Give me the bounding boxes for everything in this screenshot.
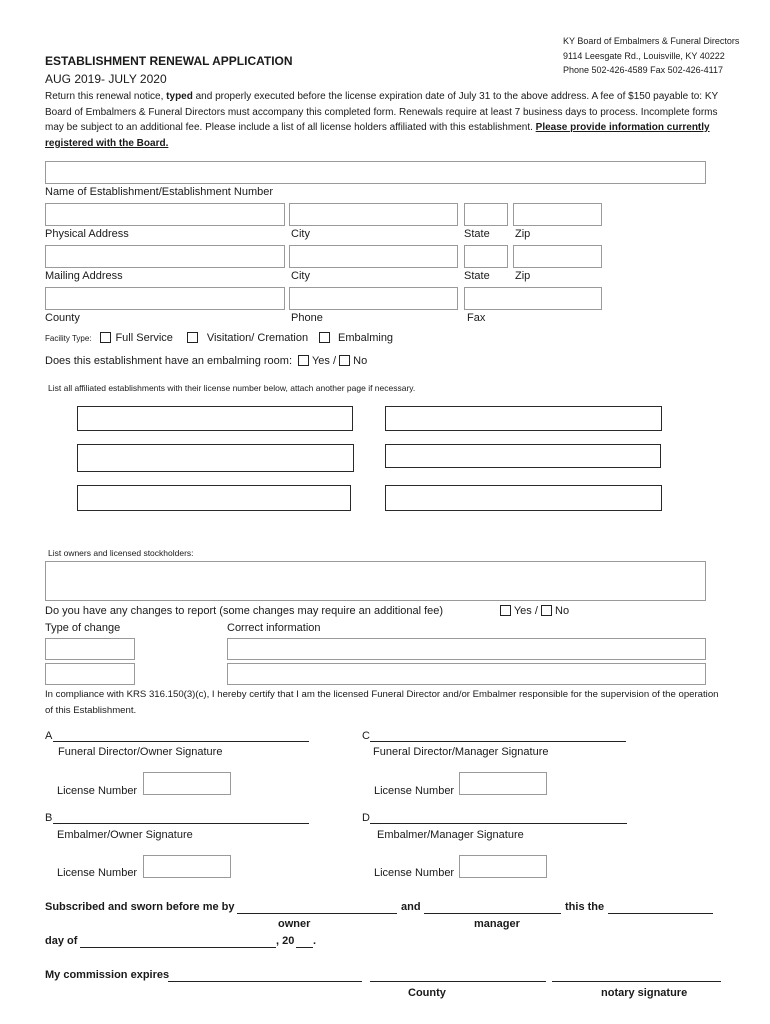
correct-information-input-2[interactable] (227, 663, 706, 685)
board-street: 9114 Leesgate Rd., Louisville, KY 40222 (563, 50, 725, 61)
subscribed-label: Subscribed and sworn before me by (45, 901, 235, 913)
changes-no-checkbox[interactable] (541, 605, 552, 616)
affiliated-instruction: List all affiliated establishments with their license number below, attach another page if necessary. (48, 383, 416, 393)
signature-a-line[interactable] (53, 741, 309, 742)
license-number-b-label: License Number (57, 867, 138, 879)
license-number-a-label: License Number (57, 785, 138, 797)
license-number-c-input[interactable] (459, 772, 547, 795)
type-of-change-input-1[interactable] (45, 638, 135, 660)
affiliated-establishment-input-5[interactable] (77, 485, 351, 511)
board-address-block (563, 34, 739, 78)
signature-a-label: Funeral Director/Owner Signature (58, 746, 223, 758)
full-service-label: Full Service (115, 332, 173, 344)
changes-no-label: No (555, 605, 570, 617)
county-label: County (45, 312, 80, 324)
physical-zip-input[interactable] (513, 203, 602, 226)
signature-c-letter: C (362, 730, 370, 742)
owners-stockholders-input[interactable] (45, 561, 706, 601)
embalming-room-yes-label: Yes / (311, 355, 336, 367)
fax-input[interactable] (464, 287, 602, 310)
year-prefix: , 20 (276, 935, 295, 947)
mailing-zip-input[interactable] (513, 245, 602, 268)
embalming-room-question: Does this establishment have an embalming room: (45, 355, 293, 367)
signature-b-letter: B (45, 812, 53, 824)
affiliated-establishment-input-2[interactable] (385, 406, 662, 431)
mailing-state-input[interactable] (464, 245, 508, 268)
owners-label: List owners and licensed stockholders: (48, 548, 194, 558)
month-line[interactable] (80, 947, 276, 948)
correct-information-label: Correct information (227, 622, 321, 634)
correct-information-input-1[interactable] (227, 638, 706, 660)
visitation-cremation-checkbox[interactable] (187, 332, 198, 343)
manager-name-line[interactable] (424, 913, 561, 914)
changes-yes-checkbox[interactable] (500, 605, 511, 616)
facility-type-label: Facility Type: (45, 334, 92, 343)
instructions-paragraph (45, 89, 720, 151)
affiliated-establishment-input-1[interactable] (77, 406, 353, 431)
and-label: and (401, 901, 421, 913)
instructions-emphasis: Please provide information currently registered with the Board. (45, 122, 710, 149)
embalming-room-yes-checkbox[interactable] (298, 355, 309, 366)
mailing-address-label: Mailing Address (45, 270, 123, 282)
signature-b-line[interactable] (53, 823, 309, 824)
license-number-a-input[interactable] (143, 772, 231, 795)
instructions-typed: typed (166, 91, 193, 102)
physical-state-label: State (464, 228, 490, 240)
establishment-name-label: Name of Establishment/Establishment Number (45, 186, 274, 198)
commission-expires-label: My commission expires (45, 969, 170, 981)
instructions-text-1: Return this renewal notice, (45, 91, 167, 102)
phone-label: Phone (291, 312, 323, 324)
owner-caption: owner (278, 918, 311, 930)
changes-yes-no (500, 605, 569, 617)
signature-c-line[interactable] (370, 741, 626, 742)
notary-signature-line[interactable] (552, 981, 721, 982)
day-line[interactable] (608, 913, 713, 914)
embalming-checkbox[interactable] (319, 332, 330, 343)
signature-d-letter: D (362, 812, 370, 824)
embalming-room-row (45, 355, 367, 367)
physical-city-label: City (291, 228, 310, 240)
license-number-d-input[interactable] (459, 855, 547, 878)
day-of-label: day of (45, 935, 78, 947)
type-of-change-label: Type of change (45, 622, 121, 634)
notary-signature-caption: notary signature (601, 987, 688, 999)
physical-city-input[interactable] (289, 203, 458, 226)
year-line[interactable] (296, 947, 313, 948)
changes-question: Do you have any changes to report (some changes may require an additional fee) (45, 605, 444, 617)
license-number-b-input[interactable] (143, 855, 231, 878)
physical-address-input[interactable] (45, 203, 285, 226)
physical-state-input[interactable] (464, 203, 508, 226)
county-line[interactable] (370, 981, 546, 982)
embalming-room-no-label: No (353, 355, 368, 367)
facility-type-row (45, 328, 393, 346)
signature-d-line[interactable] (370, 823, 627, 824)
owner-name-line[interactable] (237, 913, 397, 914)
county-caption: County (408, 987, 446, 999)
renewal-period: AUG 2019- JULY 2020 (45, 72, 167, 86)
commission-expires-line[interactable] (168, 981, 362, 982)
mailing-address-input[interactable] (45, 245, 285, 268)
phone-input[interactable] (289, 287, 458, 310)
physical-address-label: Physical Address (45, 228, 129, 240)
establishment-name-input[interactable] (45, 161, 706, 184)
license-number-c-label: License Number (374, 785, 455, 797)
year-suffix: . (313, 935, 317, 947)
visitation-cremation-label: Visitation/ Cremation (206, 332, 309, 344)
affiliated-establishment-input-4[interactable] (385, 444, 661, 468)
fax-label: Fax (467, 312, 486, 324)
mailing-city-input[interactable] (289, 245, 458, 268)
signature-b-label: Embalmer/Owner Signature (57, 829, 193, 841)
embalming-label: Embalming (338, 332, 394, 344)
board-name: KY Board of Embalmers & Funeral Directors (563, 36, 740, 46)
type-of-change-input-2[interactable] (45, 663, 135, 685)
mailing-state-label: State (464, 270, 490, 282)
form-title: ESTABLISHMENT RENEWAL APPLICATION (45, 54, 293, 68)
signature-d-label: Embalmer/Manager Signature (377, 829, 524, 841)
signature-a-letter: A (45, 730, 53, 742)
mailing-zip-label: Zip (515, 270, 531, 282)
county-input[interactable] (45, 287, 285, 310)
this-the-label: this the (565, 901, 605, 913)
license-number-d-label: License Number (374, 867, 455, 879)
physical-zip-label: Zip (515, 228, 531, 240)
signature-c-label: Funeral Director/Manager Signature (373, 746, 549, 758)
mailing-city-label: City (291, 270, 310, 282)
affiliated-establishment-input-3[interactable] (77, 444, 354, 472)
changes-yes-label: Yes / (513, 605, 538, 617)
manager-caption: manager (474, 918, 520, 930)
full-service-checkbox[interactable] (100, 332, 111, 343)
affiliated-establishment-input-6[interactable] (385, 485, 662, 511)
certification-statement: In compliance with KRS 316.150(3)(c), I hereby certify that I am the licensed Funeral Director and/or Embalmer responsible for the supervision of the operation of this Establishment. (45, 689, 719, 716)
board-phone-fax: Phone 502-426-4589 Fax 502-426-4117 (563, 65, 723, 75)
instructions-text-2: and properly executed before the license expiration date of July 31 to the above address. A fee of $150 payable to: KY Board of Embalmers & Funeral Directors must accompany this completed form. Renewals require at least 7 business days to process. Incomplete forms may be subject to an additional fee. Please include a list of all license holders affiliated with this establishment. (45, 91, 719, 133)
embalming-room-no-checkbox[interactable] (339, 355, 350, 366)
